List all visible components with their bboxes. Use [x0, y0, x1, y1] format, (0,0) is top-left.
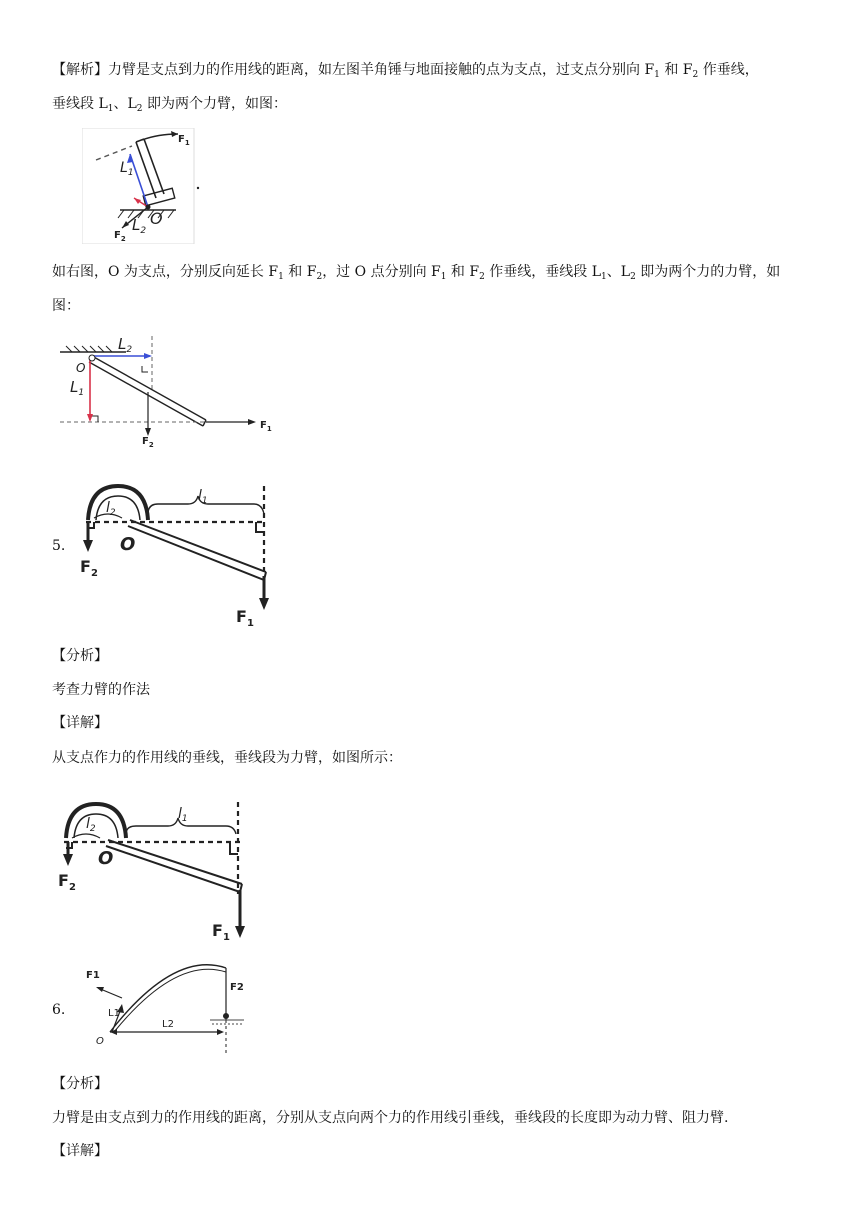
para1-line2: 垂线段 $L_1$、$L_2$ 即为两个力臂，如图： [52, 96, 287, 114]
fig1-L2-label: $L_2$ [132, 216, 147, 236]
para2-line2: 图： [52, 298, 80, 314]
q5-ans-F2-label: $F_2$ [58, 871, 76, 893]
q6-L1-label: L1 [108, 1008, 120, 1019]
bar-figure [56, 332, 276, 452]
fig1-O-label: O [150, 209, 163, 228]
q6-O-label: O [96, 1036, 104, 1047]
q5-analysis-text: 考查力臂的作法 [52, 682, 150, 698]
fig1-F2-label: $F_2$ [114, 230, 126, 243]
q5-lever-figure [78, 480, 278, 630]
hammer-figure [82, 128, 202, 244]
q5-F2-label: $F_2$ [80, 557, 98, 579]
q5-O-label: O [120, 534, 136, 555]
fig2-F1-label: $F_1$ [260, 420, 272, 433]
q6-analysis-text: 力臂是由支点到力的作用线的距离，分别从支点向两个力的作用线引垂线，垂线段的长度即为动力臂、阻力臂. [52, 1110, 729, 1126]
q5-analysis-heading: 【分析】 [52, 648, 108, 664]
question-5-number: 5. [52, 538, 66, 554]
q5-detail-heading: 【详解】 [52, 715, 108, 731]
q5-l2-label: $l_2$ [106, 500, 116, 518]
fig2-L1-label: $L_1$ [70, 378, 85, 398]
q5-l1-label: $l_1$ [198, 488, 208, 506]
para2-line1: 如右图，O 为支点，分别反向延长 $F_1$ 和 $F_2$，过 O 点分别向 $F_1$ 和 $F_2$ 作垂线，垂线段 $L_1$、$L_2$ 即为两个力的力臂，如 [52, 264, 781, 282]
q5-detail-text: 从支点作力的作用线的垂线，垂线段为力臂，如图所示： [52, 750, 402, 766]
question-6-number: 6. [52, 1002, 66, 1018]
fig1-L1-label: $L_1$ [120, 160, 134, 178]
q5-answer-figure [56, 798, 256, 946]
fig2-L2-label: $L_2$ [118, 335, 133, 355]
q6-detail-heading: 【详解】 [52, 1143, 108, 1159]
q6-F1-label: F1 [86, 970, 100, 981]
q6-L2-label: L2 [162, 1019, 174, 1030]
para1-line1: 【解析】力臂是支点到力的作用线的距离，如左图羊角锤与地面接触的点为支点，过支点分别向 $F_1$ 和 $F_2$ 作垂线， [52, 62, 759, 80]
q5-ans-l2-label: $l_2$ [86, 816, 96, 834]
fig2-F2-label: $F_2$ [142, 436, 154, 449]
q5-ans-l1-label: $l_1$ [178, 806, 188, 824]
q6-F2-label: F2 [230, 982, 244, 993]
fig1-F1-label: $F_1$ [178, 134, 190, 147]
q5-ans-O-label: O [98, 848, 114, 869]
q5-F1-label: $F_1$ [236, 607, 254, 629]
fig2-O-label: O [76, 361, 86, 375]
q5-ans-F1-label: $F_1$ [212, 921, 230, 943]
q6-analysis-heading: 【分析】 [52, 1076, 108, 1092]
q6-fishing-rod-figure [84, 960, 264, 1060]
